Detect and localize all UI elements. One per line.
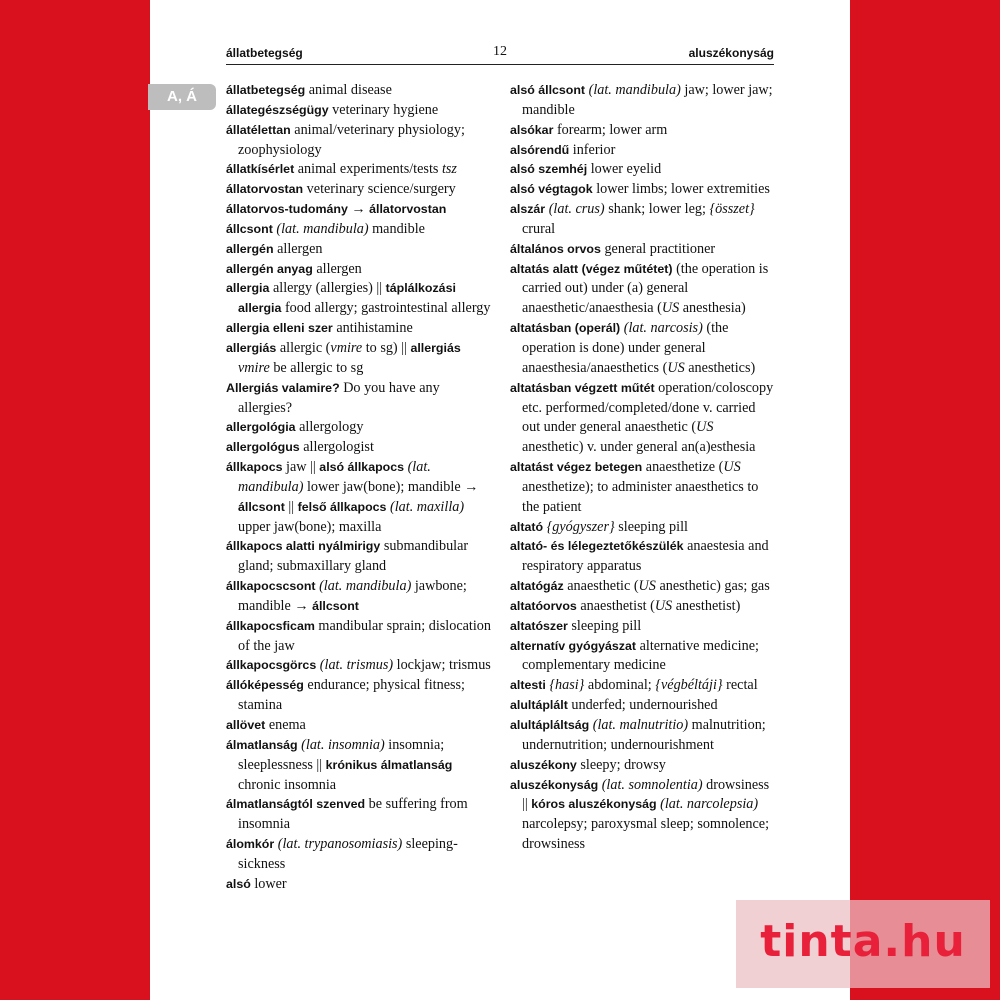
dictionary-entry <box>226 577 491 617</box>
definition-text: forearm; lower arm <box>553 121 668 138</box>
dictionary-entry <box>510 637 775 677</box>
definition-text: mandibular sprain; dislocation of the jaw <box>238 617 491 654</box>
headword: álmatlanság <box>226 737 298 752</box>
italic-note: (lat. trismus) <box>319 657 394 674</box>
headword: állatkísérlet <box>226 162 295 177</box>
dictionary-entry <box>226 676 491 716</box>
dictionary-entry <box>510 716 775 756</box>
definition-text: alternative medicine; complementary medicine <box>522 637 759 674</box>
italic-note: US <box>638 578 656 595</box>
headword: altatógáz <box>510 579 564 594</box>
italic-note: (lat. malnutritio) <box>592 717 689 733</box>
headword: állkapocs <box>226 460 283 475</box>
headword: általános orvos <box>510 241 601 256</box>
headword: altatásban végzett műtét <box>510 380 655 395</box>
definition-text: operation/coloscopy etc. performed/completed/done v. carried out under general anaesthetic ( <box>522 379 774 436</box>
definition-text: Do you have any allergies? <box>238 379 440 416</box>
headword: állkapocs alatti nyálmirigy <box>226 539 381 554</box>
dictionary-entry <box>226 379 491 419</box>
dictionary-entry <box>510 141 775 161</box>
dictionary-entry <box>226 656 491 676</box>
definition-text: mandible <box>368 220 425 237</box>
headword: állkapocsficam <box>226 618 315 633</box>
definition-text: general practitioner <box>600 240 716 257</box>
headword: alsó <box>226 876 251 891</box>
definition-text: jawbone; mandible → <box>238 578 467 614</box>
definition-text: allergologist <box>299 439 374 456</box>
headword: aluszékonyság <box>510 777 599 792</box>
headword: állóképesség <box>226 678 304 693</box>
headword: altatószer <box>510 618 568 633</box>
headword: állcsont <box>226 221 273 236</box>
definition-text: anesthetize); to administer anaesthetics to the patient <box>522 478 759 515</box>
watermark-text: tinta.hu <box>760 916 966 967</box>
dictionary-entry <box>510 260 775 320</box>
headword: allergia <box>226 281 270 296</box>
italic-note: (lat. mandibula) <box>276 220 369 237</box>
dictionary-entry <box>510 458 775 518</box>
dictionary-entry <box>226 339 491 379</box>
italic-note: US <box>667 359 685 376</box>
definition-text: anaesthetic ( <box>563 578 639 595</box>
dictionary-entry <box>226 81 491 101</box>
headword: állatbetegség <box>226 83 306 97</box>
headword: állcsont <box>238 499 285 514</box>
italic-note: (lat. narcosis) <box>623 320 703 337</box>
dictionary-entry <box>226 260 491 280</box>
dictionary-entry <box>510 577 775 597</box>
definition-text: veterinary science/surgery <box>303 181 456 198</box>
dictionary-entry <box>510 160 775 180</box>
italic-note: {összet} <box>709 201 755 218</box>
italic-note: (lat. somnolentia) <box>601 776 703 793</box>
definition-text: drowsiness || <box>522 776 770 813</box>
definition-text: animal experiments/tests <box>294 161 442 178</box>
headword: altató- és lélegeztetőkészülék <box>510 539 684 554</box>
definition-text: allergen <box>312 260 362 277</box>
dictionary-entry <box>226 160 491 180</box>
definition-text: animal/veterinary physiology; zoophysiology <box>238 121 465 158</box>
dictionary-entry <box>226 537 491 577</box>
dictionary-entry <box>226 220 491 240</box>
dictionary-entry <box>510 319 775 379</box>
definition-text: anesthetic) gas; gas <box>655 578 770 595</box>
dictionary-entry <box>510 81 775 121</box>
headword: álomkór <box>226 837 275 852</box>
headword: álmatlanságtól szenved <box>226 797 366 812</box>
italic-note: US <box>661 300 680 317</box>
italic-note: (lat. insomnia) <box>301 736 385 753</box>
definition-text: lockjaw; trismus <box>393 657 491 674</box>
italic-note: tsz <box>441 161 457 178</box>
dictionary-entry <box>510 180 775 200</box>
page-number: 12 <box>493 44 507 59</box>
dictionary-entry <box>510 537 775 577</box>
dictionary-entry <box>226 835 491 875</box>
dictionary-entry <box>226 200 491 220</box>
definition-text: underfed; undernourished <box>567 697 718 714</box>
italic-note: (lat. mandibula) <box>238 459 431 495</box>
italic-note: (lat. narcolepsia) <box>660 796 759 813</box>
italic-note: US <box>723 459 741 476</box>
definition-text: lower jaw(bone); mandible → <box>303 478 479 495</box>
definition-text: allergology <box>295 419 364 436</box>
headword: alszár <box>510 202 546 217</box>
dictionary-entry <box>510 776 775 855</box>
dictionary-entry <box>510 597 775 617</box>
definition-text: || <box>284 498 298 515</box>
definition-text: jaw; lower jaw; mandible <box>522 82 773 118</box>
dictionary-entry <box>226 458 491 537</box>
definition-text: allergen <box>273 240 323 257</box>
headword: állategészségügy <box>226 102 329 117</box>
definition-text: lower <box>250 875 287 892</box>
dictionary-entry <box>226 617 491 657</box>
running-header <box>226 44 774 65</box>
headword: állcsont <box>312 598 359 613</box>
definition-text: shank; lower leg; <box>604 201 710 218</box>
definition-text: narcolepsy; paroxysmal sleep; somnolence; drowsiness <box>522 816 770 853</box>
headword: állatorvos-tudomány <box>226 202 348 217</box>
italic-note: (lat. mandibula) <box>588 82 681 98</box>
definition-text: sleeping pill <box>567 617 642 634</box>
definition-text: to sg) || <box>362 339 411 356</box>
definition-text: sleeping pill <box>614 518 688 535</box>
definition-text: food allergy; gastrointestinal allergy <box>281 300 491 317</box>
header-last-word: aluszékonyság <box>688 46 774 60</box>
headword: allergológus <box>226 440 300 455</box>
headword: altesti <box>510 678 546 693</box>
headword: altatás alatt (végez műtétet) <box>510 261 673 276</box>
definition-text: anesthetist) <box>672 597 741 614</box>
italic-note: US <box>654 597 673 614</box>
dictionary-entry <box>226 716 491 736</box>
definition-text: anesthetics) <box>684 359 756 376</box>
definition-text: inferior <box>569 141 616 158</box>
definition-text: animal disease <box>305 82 392 98</box>
headword: allergia elleni szer <box>226 321 333 336</box>
dictionary-entry <box>226 875 491 895</box>
definition-text: enema <box>265 717 306 733</box>
headword: állatorvostan <box>226 182 304 197</box>
headword: altatást végez betegen <box>510 460 643 475</box>
dictionary-entry <box>226 121 491 161</box>
definition-text: → <box>347 201 370 218</box>
definition-text: be allergic to sg <box>269 359 364 376</box>
headword: állkapocscsont <box>226 579 316 594</box>
italic-note: (lat. crus) <box>548 201 605 218</box>
headword: allergiás <box>410 340 461 355</box>
definition-text: (the operation is carried out) under (a) general anaesthetic/anaesthesia ( <box>522 260 769 317</box>
headword: állatorvostan <box>369 202 447 217</box>
headword: állatélettan <box>226 122 291 137</box>
headword: altatásban (operál) <box>510 321 621 336</box>
dictionary-entry <box>226 795 491 835</box>
headword: alultápláltság <box>510 718 590 732</box>
definition-text: insomnia; sleeplessness || <box>238 736 445 773</box>
headword: alsó állcsont <box>510 83 586 97</box>
headword: kóros aluszékonyság <box>531 797 657 812</box>
definition-text: (the operation is done) under general anaesthesia/anaesthetics ( <box>522 320 729 376</box>
dictionary-entry <box>226 438 491 458</box>
dictionary-entry <box>226 418 491 438</box>
definition-text: submandibular gland; submaxillary gland <box>238 538 469 575</box>
dictionary-entry <box>226 279 491 319</box>
dictionary-entry <box>510 518 775 538</box>
dictionary-entry <box>510 200 775 240</box>
dictionary-entry <box>226 180 491 200</box>
definition-text: veterinary hygiene <box>328 101 439 118</box>
headword: altatóorvos <box>510 598 577 613</box>
definition-text: endurance; physical fitness; stamina <box>238 677 465 714</box>
headword: allergológia <box>226 420 296 435</box>
definition-text: allergy (allergies) || <box>269 280 386 297</box>
headword: alsó szemhéj <box>510 162 588 177</box>
dictionary-entry <box>510 617 775 637</box>
definition-text: anaesthetize ( <box>642 459 724 476</box>
definition-text: crural <box>522 220 556 237</box>
definition-text: lower eyelid <box>587 161 662 178</box>
right-column <box>510 81 775 855</box>
italic-note: {gyógyszer} <box>546 518 615 535</box>
headword: alternatív gyógyászat <box>510 638 637 653</box>
headword: alsó állkapocs <box>319 460 405 475</box>
dictionary-entry <box>510 676 775 696</box>
definition-text: anaestesia and respiratory apparatus <box>522 538 769 575</box>
headword: allövet <box>226 718 266 732</box>
definition-text: chronic insomnia <box>238 776 337 793</box>
left-column <box>226 81 491 895</box>
definition-text: anesthetic) v. under general an(a)esthesia <box>522 439 756 456</box>
italic-note: vmire <box>330 339 363 356</box>
italic-note: (lat. mandibula) <box>319 578 412 595</box>
italic-note: {hasi} <box>549 677 585 694</box>
dictionary-entry <box>510 240 775 260</box>
dictionary-entry <box>510 121 775 141</box>
dictionary-entry <box>226 319 491 339</box>
watermark <box>736 900 990 988</box>
headword: aluszékony <box>510 757 577 772</box>
dictionary-entry <box>510 379 775 458</box>
definition-text: upper jaw(bone); maxilla <box>238 518 382 535</box>
definition-text: malnutrition; undernutrition; undernourishment <box>522 717 766 753</box>
definition-text: abdominal; <box>584 677 656 694</box>
definition-text: allergic ( <box>276 339 331 356</box>
italic-note: US <box>696 419 714 436</box>
headword: altató <box>510 519 544 534</box>
headword: táplálkozási allergia <box>238 281 456 316</box>
definition-text: sleeping-sickness <box>238 836 458 872</box>
headword: alultáplált <box>510 698 568 713</box>
headword: allergén <box>226 241 274 256</box>
definition-text: antihistamine <box>332 320 413 337</box>
dictionary-entry <box>226 101 491 121</box>
headword: alsókar <box>510 122 554 137</box>
definition-text: lower limbs; lower extremities <box>592 181 770 198</box>
dictionary-entry <box>226 736 491 796</box>
italic-note: {végbéltáji} <box>655 677 723 694</box>
definition-text: sleepy; drowsy <box>576 756 666 773</box>
headword: Allergiás valamire? <box>226 380 340 395</box>
dictionary-entry <box>226 240 491 260</box>
definition-text: rectal <box>722 677 758 694</box>
header-first-word: állatbetegség <box>226 46 303 60</box>
headword: alsó végtagok <box>510 182 593 197</box>
headword: allergén anyag <box>226 261 313 276</box>
definition-text: be suffering from insomnia <box>238 796 468 833</box>
definition-text: anesthesia) <box>679 300 746 317</box>
headword: krónikus álmatlanság <box>325 757 453 772</box>
letter-tab: A, Á <box>148 84 216 110</box>
italic-note: vmire <box>238 359 270 376</box>
italic-note: (lat. trypanosomiasis) <box>277 836 403 853</box>
definition-text: jaw || <box>282 459 320 476</box>
headword: felső állkapocs <box>297 499 387 514</box>
dictionary-entry <box>510 696 775 716</box>
dictionary-entry <box>510 756 775 776</box>
italic-note: (lat. maxilla) <box>390 498 465 515</box>
headword: állkapocsgörcs <box>226 658 317 673</box>
headword: allergiás <box>226 340 277 355</box>
headword: alsórendű <box>510 142 570 157</box>
definition-text: anaesthetist ( <box>576 597 655 614</box>
